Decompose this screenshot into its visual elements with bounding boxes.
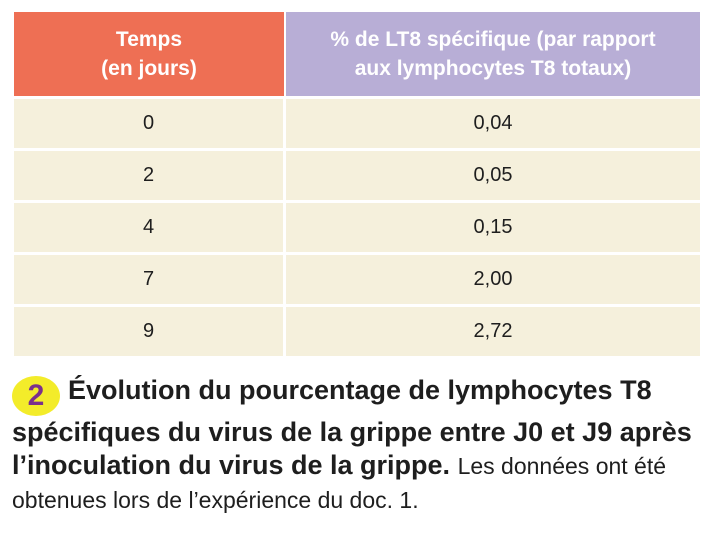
cell-time-row-5: 9 bbox=[14, 304, 286, 356]
figure-number-badge: 2 bbox=[12, 376, 60, 416]
header-percentage-label: % de LT8 spécifique (par rapport aux lymphocytes T8 totaux) bbox=[330, 28, 656, 80]
cell-percentage-row-2: 0,05 bbox=[286, 148, 700, 200]
header-percentage bbox=[286, 12, 700, 96]
cell-time-row-1: 0 bbox=[14, 96, 286, 148]
cell-time-row-2: 2 bbox=[14, 148, 286, 200]
data-table bbox=[14, 12, 700, 356]
header-time-label: Temps (en jours) bbox=[101, 28, 197, 80]
cell-percentage-row-5: 2,72 bbox=[286, 304, 700, 356]
cell-percentage-row-3: 0,15 bbox=[286, 200, 700, 252]
cell-percentage-row-1: 0,04 bbox=[286, 96, 700, 148]
caption-description: Les données ont été obtenues lors de l’expérience du doc. 1. bbox=[12, 452, 667, 513]
caption-title: Évolution du pourcentage de lymphocytes T8 spécifiques du virus de la grippe entre J0 et J9 après l’inoculation du virus de la grippe. bbox=[12, 375, 692, 480]
cell-time-row-3: 4 bbox=[14, 200, 286, 252]
cell-percentage-row-4: 2,00 bbox=[286, 252, 700, 304]
header-time bbox=[14, 12, 286, 96]
figure-caption bbox=[12, 374, 696, 517]
cell-time-row-4: 7 bbox=[14, 252, 286, 304]
